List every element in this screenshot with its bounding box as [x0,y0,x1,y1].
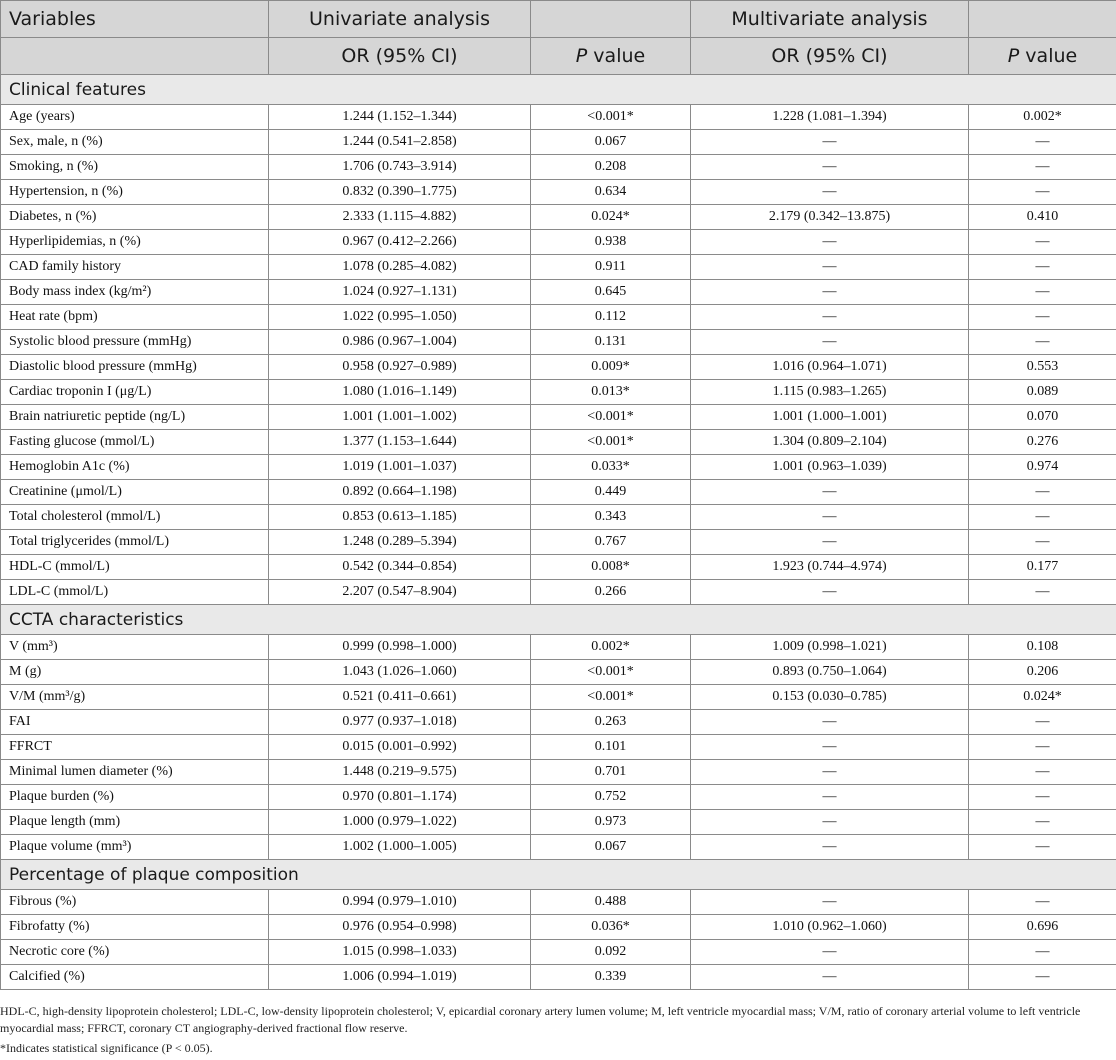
multivariate-p: — [969,965,1116,990]
table-row [1,530,1116,555]
variable-name: Age (years) [1,105,269,130]
multivariate-or: — [691,530,969,555]
header-multivariate: Multivariate analysis [691,1,969,38]
header-uni-p [531,38,691,75]
multivariate-or: 1.001 (0.963–1.039) [691,455,969,480]
variable-name: Brain natriuretic peptide (ng/L) [1,405,269,430]
footnote-significance: *Indicates statistical significance (P < 0.05). [0,1041,213,1055]
table-row [1,760,1116,785]
table-row [1,940,1116,965]
footnotes [0,1003,1110,1060]
multivariate-p: — [969,890,1116,915]
univariate-or: 0.853 (0.613–1.185) [269,505,531,530]
univariate-or: 0.892 (0.664–1.198) [269,480,531,505]
multivariate-or: 1.001 (1.000–1.001) [691,405,969,430]
multivariate-or: 0.153 (0.030–0.785) [691,685,969,710]
multivariate-p: — [969,810,1116,835]
multivariate-or: — [691,480,969,505]
multivariate-p: — [969,735,1116,760]
multivariate-or: 0.893 (0.750–1.064) [691,660,969,685]
multivariate-p: — [969,230,1116,255]
section-title: Clinical features [1,75,1116,105]
multivariate-p: 0.024* [969,685,1116,710]
univariate-p: 0.911 [531,255,691,280]
multivariate-or: 1.923 (0.744–4.974) [691,555,969,580]
univariate-or: 0.994 (0.979–1.010) [269,890,531,915]
table-row [1,710,1116,735]
univariate-p: 0.036* [531,915,691,940]
multivariate-p: 0.276 [969,430,1116,455]
multivariate-or: — [691,580,969,605]
multivariate-or: — [691,890,969,915]
table-row [1,380,1116,405]
univariate-or: 0.832 (0.390–1.775) [269,180,531,205]
univariate-or: 2.333 (1.115–4.882) [269,205,531,230]
univariate-p: 0.067 [531,835,691,860]
p-italic: P [1007,45,1020,67]
table-row [1,180,1116,205]
univariate-or: 0.521 (0.411–0.661) [269,685,531,710]
table-row [1,580,1116,605]
multivariate-or: — [691,810,969,835]
univariate-or: 1.706 (0.743–3.914) [269,155,531,180]
univariate-p: 0.263 [531,710,691,735]
table-row [1,105,1116,130]
multivariate-p: — [969,280,1116,305]
univariate-or: 2.207 (0.547–8.904) [269,580,531,605]
univariate-p: 0.973 [531,810,691,835]
multivariate-p: — [969,480,1116,505]
univariate-p: 0.092 [531,940,691,965]
multivariate-or: — [691,505,969,530]
table-row [1,155,1116,180]
footnote-abbreviations: HDL-C, high-density lipoprotein cholesterol; LDL-C, low-density lipoprotein cholesterol; V, epicardial coronary artery lumen volume; M, left ventricle myocardial mass; V/M, ratio of coronary arterial volume to left ventricle myocardial mass; FFRCT, coronary CT angiography-derived fractional flow reserve. [0,1004,1081,1035]
variable-name: FFRCT [1,735,269,760]
univariate-p: 0.208 [531,155,691,180]
variable-name: Systolic blood pressure (mmHg) [1,330,269,355]
section-row [1,605,1116,635]
header-blank-1 [531,1,691,38]
univariate-or: 0.015 (0.001–0.992) [269,735,531,760]
multivariate-p: — [969,835,1116,860]
table-row [1,890,1116,915]
univariate-or: 1.022 (0.995–1.050) [269,305,531,330]
multivariate-p: 0.002* [969,105,1116,130]
univariate-p: 0.013* [531,380,691,405]
univariate-p: 0.339 [531,965,691,990]
variable-name: Smoking, n (%) [1,155,269,180]
multivariate-p: — [969,180,1116,205]
univariate-p: 0.112 [531,305,691,330]
univariate-p: 0.343 [531,505,691,530]
multivariate-or: 1.304 (0.809–2.104) [691,430,969,455]
univariate-p: 0.488 [531,890,691,915]
header-univariate: Univariate analysis [269,1,531,38]
variable-name: V/M (mm³/g) [1,685,269,710]
variable-name: Plaque volume (mm³) [1,835,269,860]
table-row [1,255,1116,280]
variable-name: Creatinine (μmol/L) [1,480,269,505]
univariate-p: 0.008* [531,555,691,580]
multivariate-p: — [969,505,1116,530]
multivariate-or: 1.016 (0.964–1.071) [691,355,969,380]
univariate-p: 0.131 [531,330,691,355]
multivariate-or: 1.009 (0.998–1.021) [691,635,969,660]
header-blank-3 [1,38,269,75]
multivariate-p: — [969,530,1116,555]
univariate-or: 1.248 (0.289–5.394) [269,530,531,555]
variable-name: Cardiac troponin I (μg/L) [1,380,269,405]
table-row [1,685,1116,710]
multivariate-or: — [691,785,969,810]
multivariate-p: — [969,255,1116,280]
univariate-or: 1.448 (0.219–9.575) [269,760,531,785]
variable-name: Plaque burden (%) [1,785,269,810]
univariate-or: 1.244 (0.541–2.858) [269,130,531,155]
univariate-p: <0.001* [531,405,691,430]
p-rest: value [587,45,646,67]
multivariate-p: 0.177 [969,555,1116,580]
multivariate-or: — [691,130,969,155]
variable-name: Total triglycerides (mmol/L) [1,530,269,555]
table-row [1,355,1116,380]
multivariate-or: — [691,230,969,255]
table-row [1,965,1116,990]
univariate-or: 1.024 (0.927–1.131) [269,280,531,305]
table-row [1,505,1116,530]
multivariate-or: — [691,305,969,330]
variable-name: M (g) [1,660,269,685]
variable-name: Fibrofatty (%) [1,915,269,940]
univariate-p: 0.002* [531,635,691,660]
variable-name: FAI [1,710,269,735]
univariate-p: 0.645 [531,280,691,305]
p-rest: value [1019,45,1078,67]
univariate-p: 0.033* [531,455,691,480]
multivariate-p: 0.410 [969,205,1116,230]
univariate-p: 0.101 [531,735,691,760]
variable-name: Hyperlipidemias, n (%) [1,230,269,255]
table-row [1,305,1116,330]
header-multi-or: OR (95% CI) [691,38,969,75]
multivariate-or: — [691,940,969,965]
table-row [1,810,1116,835]
multivariate-or: — [691,255,969,280]
univariate-or: 1.043 (1.026–1.060) [269,660,531,685]
univariate-or: 1.000 (0.979–1.022) [269,810,531,835]
multivariate-or: — [691,180,969,205]
multivariate-or: 1.010 (0.962–1.060) [691,915,969,940]
variable-name: Hypertension, n (%) [1,180,269,205]
variable-name: Diabetes, n (%) [1,205,269,230]
variable-name: Total cholesterol (mmol/L) [1,505,269,530]
univariate-or: 1.019 (1.001–1.037) [269,455,531,480]
table-row [1,660,1116,685]
univariate-or: 0.970 (0.801–1.174) [269,785,531,810]
variable-name: LDL-C (mmol/L) [1,580,269,605]
univariate-p: <0.001* [531,685,691,710]
multivariate-p: — [969,330,1116,355]
table-row [1,555,1116,580]
univariate-p: <0.001* [531,660,691,685]
univariate-p: 0.701 [531,760,691,785]
univariate-p: 0.634 [531,180,691,205]
univariate-p: <0.001* [531,105,691,130]
multivariate-p: — [969,940,1116,965]
table-row [1,280,1116,305]
univariate-p: 0.067 [531,130,691,155]
univariate-p: 0.449 [531,480,691,505]
table-row [1,330,1116,355]
multivariate-p: 0.108 [969,635,1116,660]
variable-name: Diastolic blood pressure (mmHg) [1,355,269,380]
header-variables: Variables [1,1,269,38]
header-row-1 [1,1,1116,38]
variable-name: Calcified (%) [1,965,269,990]
section-row [1,860,1116,890]
multivariate-p: 0.070 [969,405,1116,430]
multivariate-or: — [691,330,969,355]
multivariate-or: — [691,710,969,735]
table-row [1,430,1116,455]
variable-name: Fasting glucose (mmol/L) [1,430,269,455]
univariate-or: 1.002 (1.000–1.005) [269,835,531,860]
univariate-p: 0.938 [531,230,691,255]
table-row [1,405,1116,430]
variable-name: Sex, male, n (%) [1,130,269,155]
variable-name: Plaque length (mm) [1,810,269,835]
variable-name: Fibrous (%) [1,890,269,915]
univariate-or: 0.999 (0.998–1.000) [269,635,531,660]
univariate-or: 1.377 (1.153–1.644) [269,430,531,455]
univariate-p: 0.009* [531,355,691,380]
multivariate-p: — [969,580,1116,605]
univariate-or: 0.958 (0.927–0.989) [269,355,531,380]
table-body [1,75,1116,990]
section-title: Percentage of plaque composition [1,860,1116,890]
univariate-or: 0.986 (0.967–1.004) [269,330,531,355]
table-row [1,230,1116,255]
multivariate-or: — [691,155,969,180]
multivariate-p: — [969,760,1116,785]
variable-name: CAD family history [1,255,269,280]
univariate-p: 0.024* [531,205,691,230]
table-row [1,835,1116,860]
multivariate-p: 0.089 [969,380,1116,405]
table-row [1,635,1116,660]
univariate-p: 0.266 [531,580,691,605]
multivariate-p: — [969,130,1116,155]
multivariate-or: — [691,835,969,860]
multivariate-or: — [691,280,969,305]
multivariate-p: 0.206 [969,660,1116,685]
table-row [1,205,1116,230]
multivariate-p: 0.974 [969,455,1116,480]
table-row [1,735,1116,760]
univariate-or: 1.078 (0.285–4.082) [269,255,531,280]
univariate-or: 1.006 (0.994–1.019) [269,965,531,990]
header-blank-2 [969,1,1116,38]
p-italic: P [575,45,588,67]
header-multi-p [969,38,1116,75]
multivariate-or: 2.179 (0.342–13.875) [691,205,969,230]
univariate-or: 1.080 (1.016–1.149) [269,380,531,405]
header-uni-or: OR (95% CI) [269,38,531,75]
multivariate-or: 1.115 (0.983–1.265) [691,380,969,405]
univariate-p: <0.001* [531,430,691,455]
multivariate-or: — [691,735,969,760]
univariate-or: 0.542 (0.344–0.854) [269,555,531,580]
univariate-p: 0.767 [531,530,691,555]
multivariate-p: — [969,305,1116,330]
univariate-or: 0.967 (0.412–2.266) [269,230,531,255]
multivariate-or: — [691,760,969,785]
univariate-or: 0.976 (0.954–0.998) [269,915,531,940]
univariate-or: 1.015 (0.998–1.033) [269,940,531,965]
multivariate-p: — [969,155,1116,180]
variable-name: Hemoglobin A1c (%) [1,455,269,480]
table-row [1,785,1116,810]
section-row [1,75,1116,105]
multivariate-p: — [969,710,1116,735]
table-row [1,915,1116,940]
multivariate-p: — [969,785,1116,810]
variable-name: V (mm³) [1,635,269,660]
variable-name: Heat rate (bpm) [1,305,269,330]
variable-name: HDL-C (mmol/L) [1,555,269,580]
univariate-or: 0.977 (0.937–1.018) [269,710,531,735]
multivariate-or: 1.228 (1.081–1.394) [691,105,969,130]
table-row [1,130,1116,155]
variable-name: Necrotic core (%) [1,940,269,965]
table-row [1,455,1116,480]
multivariate-p: 0.696 [969,915,1116,940]
univariate-or: 1.001 (1.001–1.002) [269,405,531,430]
variable-name: Minimal lumen diameter (%) [1,760,269,785]
univariate-p: 0.752 [531,785,691,810]
multivariate-or: — [691,965,969,990]
multivariate-p: 0.553 [969,355,1116,380]
univariate-or: 1.244 (1.152–1.344) [269,105,531,130]
variable-name: Body mass index (kg/m²) [1,280,269,305]
table-row [1,480,1116,505]
header-row-2 [1,38,1116,75]
section-title: CCTA characteristics [1,605,1116,635]
